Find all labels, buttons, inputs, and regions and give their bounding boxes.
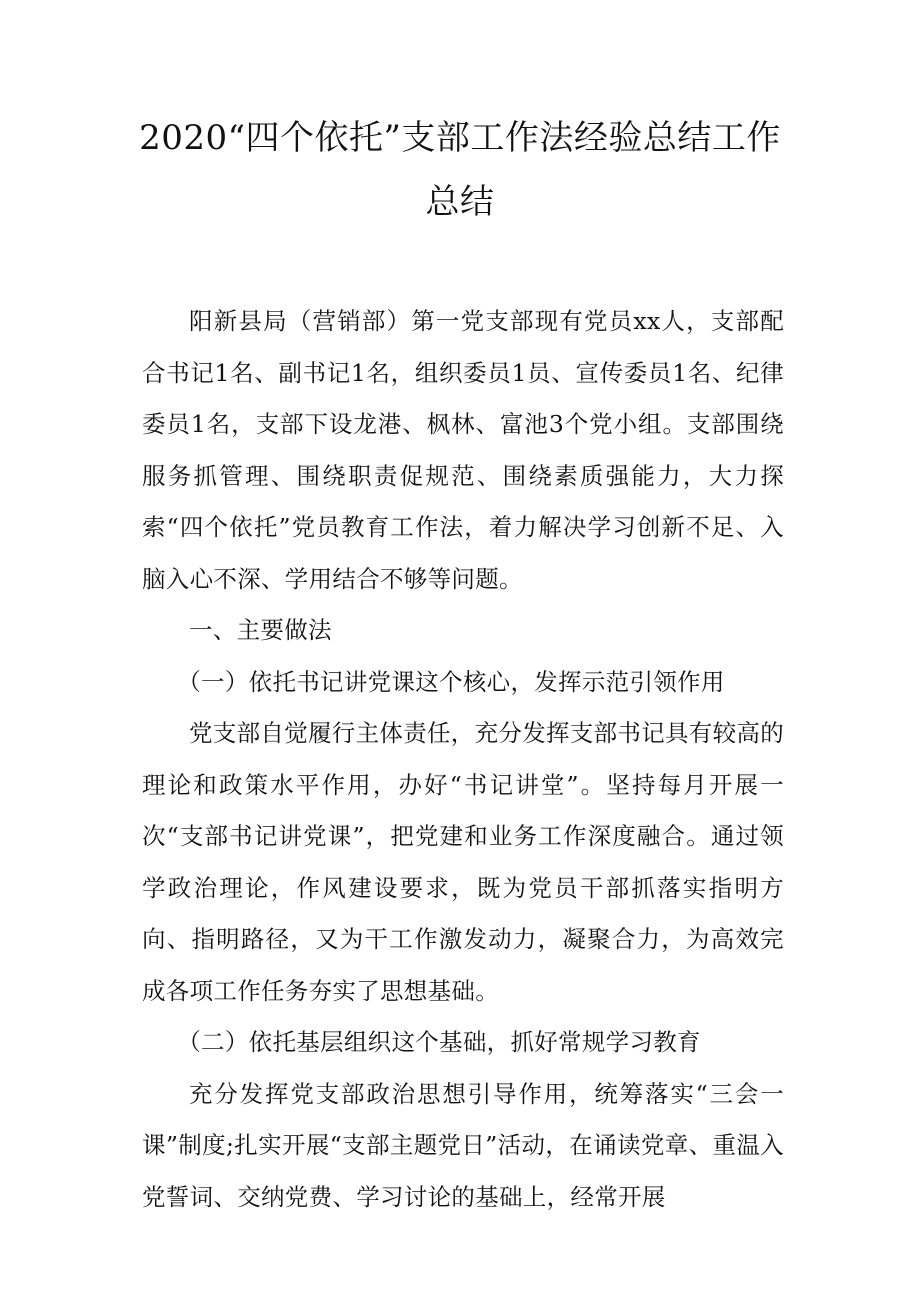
- paragraph-intro: 阳新县局（营销部）第一党支部现有党员xx人，支部配合书记1名、副书记1名，组织委员1员、宣传委员1名、纪律委员1名，支部下设龙港、枫林、富池3个党小组。支部围绕服务抓管理、围绕职责促规范、围绕素质强能力，大力探索“四个依托”党员教育工作法，着力解决学习创新不足、入脑入心不深、学用结合不够等问题。: [142, 307, 784, 593]
- subsection-heading-1: （一）依托书记讲党课这个核心，发挥示范引领作用: [177, 667, 725, 696]
- paragraph-secretary-lecture: 党支部自觉履行主体责任，充分发挥支部书记具有较高的理论和政策水平作用，办好“书记讲堂”。坚持每月开展一次“支部书记讲党课”，把党建和业务工作深度融合。通过领学政治理论，作风建设要求，既为党员干部抓落实指明方向、指明路径，又为干工作激发动力，凝聚合力，为高效完成各项工作任务夯实了思想基础。: [142, 719, 784, 1005]
- subsection-heading-2: （二）依托基层组织这个基础，抓好常规学习教育: [177, 1028, 701, 1056]
- paragraph-basic-organization: 充分发挥党支部政治思想引导作用，统筹落实“三会一课”制度;扎实开展“支部主题党日”活动，在诵读党章、重温入党誓词、交纳党费、学习讨论的基础上，经常开展: [142, 1079, 784, 1211]
- document-body: [142, 296, 784, 1223]
- section-heading-main-practices: 一、主要做法: [189, 616, 332, 644]
- document-title: 2020“四个依托”支部工作法经验总结工作总结: [139, 118, 781, 222]
